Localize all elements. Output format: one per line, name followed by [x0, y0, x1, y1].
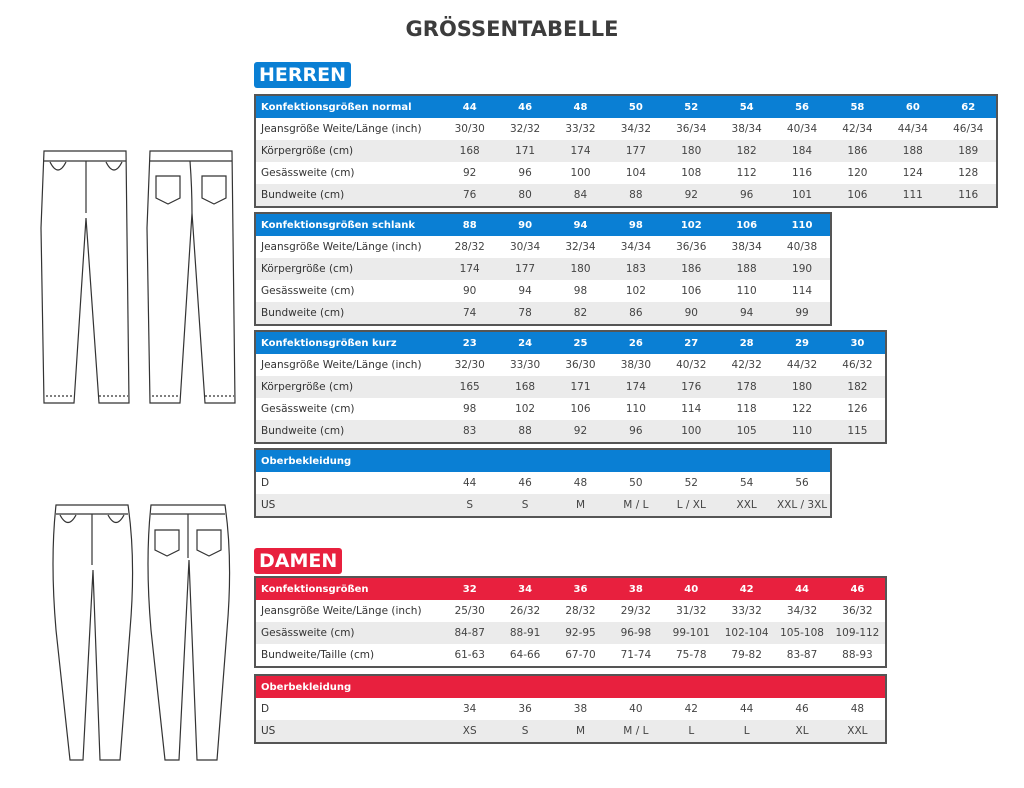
table-cell: 101 — [774, 184, 829, 206]
table-cell: 40 — [629, 703, 643, 715]
table-cell: 90 — [463, 285, 477, 297]
size-column-header: 42 — [719, 578, 774, 600]
table-cell: 180 — [664, 140, 719, 162]
size-column-header — [719, 676, 774, 698]
size-column-header: 38 — [608, 578, 663, 600]
table-header-label: Konfektionsgrößen normal — [256, 96, 442, 118]
table-cell: 88-91 — [497, 622, 552, 644]
size-column-header — [774, 450, 829, 472]
table-cell: 38/34 — [731, 123, 762, 135]
size-column-header — [497, 450, 552, 472]
table-header-row — [256, 450, 830, 472]
table-cell: 104 — [625, 167, 646, 179]
womens-jeans-illustration — [48, 500, 248, 768]
table-cell: 44 — [463, 477, 477, 489]
size-column-header: 40 — [664, 578, 719, 600]
mens-jeans-front-icon — [41, 151, 129, 403]
table-cell: 120 — [847, 167, 868, 179]
table-cell: 128 — [958, 167, 979, 179]
table-cell: 38/34 — [731, 241, 762, 253]
table-cell: 186 — [830, 140, 885, 162]
size-column-header — [553, 676, 608, 698]
table-cell: L — [664, 720, 719, 742]
size-column-header: 29 — [774, 332, 829, 354]
table-cell: 40/38 — [786, 241, 818, 253]
size-column-header: 106 — [719, 214, 774, 236]
size-column-header: 52 — [664, 96, 719, 118]
table-header-row — [256, 332, 885, 354]
table-cell: 32/34 — [565, 241, 596, 253]
table-cell: 171 — [553, 376, 608, 398]
size-column-header: 94 — [553, 214, 608, 236]
table-cell: S — [497, 494, 552, 516]
table-cell: 116 — [792, 167, 813, 179]
table-cell: 106 — [570, 403, 591, 415]
table-cell: 46/34 — [953, 123, 984, 135]
table-cell: 83 — [442, 420, 497, 442]
table-cell: 83-87 — [786, 649, 818, 661]
table-cell: 108 — [681, 167, 702, 179]
table-cell: 102-104 — [719, 622, 774, 644]
table-cell: 40/34 — [786, 123, 818, 135]
table-cell: M / L — [608, 720, 663, 742]
table-header-label: Konfektionsgrößen schlank — [256, 214, 442, 236]
table-header-label: Oberbekleidung — [256, 676, 442, 698]
table-cell: 26/32 — [509, 605, 541, 617]
row-label: Körpergröße (cm) — [256, 376, 442, 398]
table-cell: S — [442, 494, 497, 516]
size-column-header: 48 — [553, 96, 608, 118]
table-row — [256, 184, 996, 206]
table-cell: 74 — [442, 302, 497, 324]
table-cell: 106 — [681, 285, 702, 297]
table-cell: 33/32 — [565, 123, 596, 135]
table-cell: L / XL — [664, 494, 719, 516]
table-cell: 30/34 — [509, 241, 541, 253]
table-cell: 98 — [463, 403, 477, 415]
table-row — [256, 472, 830, 494]
table-cell: 177 — [497, 258, 552, 280]
table-cell: 50 — [629, 477, 643, 489]
table-row — [256, 162, 996, 184]
table-cell: 36/36 — [676, 241, 707, 253]
table-cell: 105-108 — [774, 622, 829, 644]
size-column-header: 32 — [442, 578, 497, 600]
row-label: Gesässweite (cm) — [261, 403, 355, 415]
table-cell: 90 — [664, 302, 719, 324]
table-cell: 78 — [497, 302, 552, 324]
row-label: Bundweite (cm) — [256, 184, 442, 206]
size-column-header: 30 — [830, 332, 885, 354]
table-cell: 46/32 — [842, 359, 873, 371]
table-cell: 46 — [795, 703, 809, 715]
size-column-header — [608, 676, 663, 698]
table-cell: 184 — [774, 140, 829, 162]
table-cell: 42/34 — [842, 123, 873, 135]
table-cell: 84-87 — [442, 622, 497, 644]
table-cell: 102 — [625, 285, 646, 297]
table-cell: 189 — [941, 140, 996, 162]
row-label: Bundweite (cm) — [256, 302, 442, 324]
table-header-row — [256, 214, 830, 236]
table-cell: 180 — [774, 376, 829, 398]
row-label: Jeansgröße Weite/Länge (inch) — [261, 359, 422, 371]
table-cell: 34 — [463, 703, 477, 715]
table-cell: 188 — [885, 140, 940, 162]
damen-konfektion-table — [254, 576, 887, 668]
table-row — [256, 354, 885, 376]
table-cell: 25/30 — [454, 605, 485, 617]
size-column-header: 60 — [885, 96, 940, 118]
table-row — [256, 302, 830, 324]
table-cell: XXL / 3XL — [774, 494, 829, 516]
table-cell: 33/32 — [731, 605, 762, 617]
table-cell: 105 — [719, 420, 774, 442]
table-cell: 96 — [518, 167, 532, 179]
table-cell: 111 — [885, 184, 940, 206]
table-cell: 110 — [625, 403, 646, 415]
table-cell: 64-66 — [509, 649, 541, 661]
table-cell: XS — [442, 720, 497, 742]
size-column-header — [553, 450, 608, 472]
table-cell: 46 — [518, 477, 532, 489]
table-cell: 114 — [681, 403, 702, 415]
table-cell: 29/32 — [620, 605, 651, 617]
size-column-header: 46 — [830, 578, 885, 600]
row-label: D — [261, 477, 270, 489]
table-cell: XXL — [830, 720, 885, 742]
table-cell: 180 — [553, 258, 608, 280]
row-label: Gesässweite (cm) — [261, 285, 355, 297]
table-cell: 30/30 — [454, 123, 485, 135]
table-cell: 165 — [442, 376, 497, 398]
table-cell: 44 — [739, 703, 754, 715]
table-cell: 28/32 — [454, 241, 485, 253]
table-cell: 174 — [442, 258, 497, 280]
table-cell: 182 — [719, 140, 774, 162]
table-cell: 71-74 — [620, 649, 652, 661]
table-cell: S — [497, 720, 552, 742]
table-cell: 176 — [664, 376, 719, 398]
table-header-label: Konfektionsgrößen kurz — [256, 332, 442, 354]
table-cell: 124 — [902, 167, 923, 179]
table-cell: 61-63 — [454, 649, 485, 661]
table-cell: 38/30 — [620, 359, 651, 371]
table-row — [256, 118, 996, 140]
table-cell: 92-95 — [553, 622, 608, 644]
page-title: GRÖSSENTABELLE — [405, 17, 619, 41]
size-column-header: 56 — [774, 96, 829, 118]
table-cell: 126 — [847, 403, 868, 415]
table-cell: 96-98 — [608, 622, 663, 644]
herren-section-label: HERREN — [254, 62, 351, 88]
table-row — [256, 420, 885, 442]
mens-jeans-illustration — [36, 148, 236, 418]
size-column-header: 23 — [442, 332, 497, 354]
table-cell: 34/34 — [620, 241, 651, 253]
table-cell: 183 — [608, 258, 663, 280]
table-cell: 33/30 — [509, 359, 541, 371]
row-label: Gesässweite (cm) — [261, 167, 355, 179]
table-cell: 84 — [553, 184, 608, 206]
row-label: Bundweite/Taille (cm) — [261, 649, 375, 661]
table-row — [256, 258, 830, 280]
table-cell: 88-93 — [842, 649, 873, 661]
row-label: Gesässweite (cm) — [256, 622, 442, 644]
table-cell: 106 — [830, 184, 885, 206]
table-cell: 168 — [442, 140, 497, 162]
womens-jeans-back-icon — [148, 505, 230, 760]
table-cell: 28/32 — [565, 605, 596, 617]
row-label: US — [256, 720, 442, 742]
table-cell: 94 — [518, 285, 532, 297]
table-row — [256, 376, 885, 398]
damen-section-label: DAMEN — [254, 548, 342, 574]
table-cell: 182 — [830, 376, 885, 398]
size-column-header: 27 — [664, 332, 719, 354]
size-column-header — [830, 676, 885, 698]
table-cell: 100 — [570, 167, 591, 179]
size-column-header — [608, 450, 663, 472]
table-cell: 174 — [553, 140, 608, 162]
table-header-label: Oberbekleidung — [256, 450, 442, 472]
table-cell: M — [553, 494, 608, 516]
row-label: Körpergröße (cm) — [256, 258, 442, 280]
size-column-header: 44 — [442, 96, 497, 118]
size-column-header: 50 — [608, 96, 663, 118]
size-column-header: 46 — [497, 96, 552, 118]
table-cell: 190 — [774, 258, 829, 280]
size-column-header: 44 — [774, 578, 829, 600]
row-label: Jeansgröße Weite/Länge (inch) — [261, 123, 422, 135]
table-cell: 98 — [573, 285, 588, 297]
table-cell: 36/30 — [565, 359, 596, 371]
row-label: US — [256, 494, 442, 516]
herren-normal-table — [254, 94, 998, 208]
size-column-header — [774, 676, 829, 698]
herren-kurz-table — [254, 330, 887, 444]
damen-oberbekleidung-table — [254, 674, 887, 744]
table-cell: 76 — [442, 184, 497, 206]
table-cell: 112 — [736, 167, 757, 179]
table-cell: 32/32 — [509, 123, 541, 135]
table-row — [256, 494, 830, 516]
table-cell: 99 — [774, 302, 829, 324]
table-cell: 96 — [719, 184, 774, 206]
size-column-header: 24 — [497, 332, 552, 354]
table-header-row — [256, 578, 885, 600]
table-header-row — [256, 96, 996, 118]
womens-jeans-front-icon — [53, 505, 133, 760]
table-cell: 178 — [719, 376, 774, 398]
size-column-header: 54 — [719, 96, 774, 118]
table-row — [256, 600, 885, 622]
row-label: Körpergröße (cm) — [256, 140, 442, 162]
size-column-header — [442, 450, 497, 472]
size-column-header: 25 — [553, 332, 608, 354]
table-cell: 54 — [739, 477, 754, 489]
table-cell: 67-70 — [565, 649, 596, 661]
table-cell: 42 — [684, 703, 698, 715]
table-cell: 168 — [497, 376, 552, 398]
table-cell: 186 — [664, 258, 719, 280]
table-row — [256, 698, 885, 720]
size-column-header: 98 — [608, 214, 663, 236]
size-column-header: 36 — [553, 578, 608, 600]
table-header-label: Konfektionsgrößen — [256, 578, 442, 600]
row-label: D — [261, 703, 270, 715]
table-cell: 40/32 — [676, 359, 707, 371]
table-cell: 36 — [518, 703, 532, 715]
table-row — [256, 280, 830, 302]
table-cell: M — [553, 720, 608, 742]
table-cell: 32/30 — [454, 359, 485, 371]
table-row — [256, 398, 885, 420]
table-cell: 110 — [736, 285, 757, 297]
table-cell: 88 — [497, 420, 552, 442]
table-cell: 31/32 — [676, 605, 707, 617]
table-cell: 42/32 — [731, 359, 762, 371]
table-cell: 92 — [664, 184, 719, 206]
size-column-header: 102 — [664, 214, 719, 236]
table-cell: 115 — [830, 420, 885, 442]
table-cell: 99-101 — [664, 622, 719, 644]
table-cell: 56 — [795, 477, 809, 489]
table-cell: 48 — [850, 703, 865, 715]
table-cell: 80 — [497, 184, 552, 206]
table-cell: 38 — [573, 703, 588, 715]
size-column-header: 88 — [442, 214, 497, 236]
size-column-header — [664, 676, 719, 698]
row-label: Jeansgröße Weite/Länge (inch) — [261, 241, 422, 253]
table-cell: 109-112 — [830, 622, 885, 644]
table-cell: 96 — [608, 420, 663, 442]
table-cell: 122 — [792, 403, 813, 415]
size-column-header: 34 — [497, 578, 552, 600]
table-cell: 92 — [463, 167, 477, 179]
size-column-header — [497, 676, 552, 698]
table-row — [256, 622, 885, 644]
table-cell: 36/32 — [842, 605, 873, 617]
size-column-header — [442, 676, 497, 698]
table-cell: XL — [774, 720, 829, 742]
table-cell: 44/32 — [786, 359, 818, 371]
row-label: Bundweite (cm) — [256, 420, 442, 442]
table-cell: 86 — [608, 302, 663, 324]
mens-jeans-back-icon — [147, 151, 235, 403]
size-column-header — [664, 450, 719, 472]
table-cell: 92 — [553, 420, 608, 442]
size-column-header: 28 — [719, 332, 774, 354]
table-cell: 82 — [553, 302, 608, 324]
table-cell: 118 — [736, 403, 757, 415]
size-column-header: 26 — [608, 332, 663, 354]
table-cell: 88 — [608, 184, 663, 206]
table-cell: 79-82 — [731, 649, 762, 661]
table-header-row — [256, 676, 885, 698]
herren-oberbekleidung-table — [254, 448, 832, 518]
table-cell: 52 — [684, 477, 698, 489]
size-column-header: 58 — [830, 96, 885, 118]
table-row — [256, 236, 830, 258]
table-cell: 94 — [719, 302, 774, 324]
row-label: Jeansgröße Weite/Länge (inch) — [261, 605, 422, 617]
table-cell: 75-78 — [676, 649, 707, 661]
table-cell: M / L — [608, 494, 663, 516]
herren-schlank-table — [254, 212, 832, 326]
table-cell: 188 — [719, 258, 774, 280]
table-cell: XXL — [719, 494, 774, 516]
table-cell: L — [719, 720, 774, 742]
table-cell: 116 — [941, 184, 996, 206]
table-cell: 102 — [515, 403, 536, 415]
table-cell: 34/32 — [620, 123, 651, 135]
table-cell: 34/32 — [786, 605, 818, 617]
table-cell: 114 — [792, 285, 813, 297]
table-cell: 174 — [608, 376, 663, 398]
table-row — [256, 644, 885, 666]
size-column-header: 62 — [941, 96, 996, 118]
table-cell: 48 — [573, 477, 588, 489]
table-cell: 100 — [664, 420, 719, 442]
table-cell: 110 — [774, 420, 829, 442]
table-cell: 44/34 — [897, 123, 928, 135]
table-cell: 171 — [497, 140, 552, 162]
table-cell: 36/34 — [676, 123, 707, 135]
size-column-header: 90 — [497, 214, 552, 236]
table-row — [256, 720, 885, 742]
size-column-header — [719, 450, 774, 472]
size-column-header: 110 — [774, 214, 829, 236]
table-cell: 177 — [608, 140, 663, 162]
table-row — [256, 140, 996, 162]
